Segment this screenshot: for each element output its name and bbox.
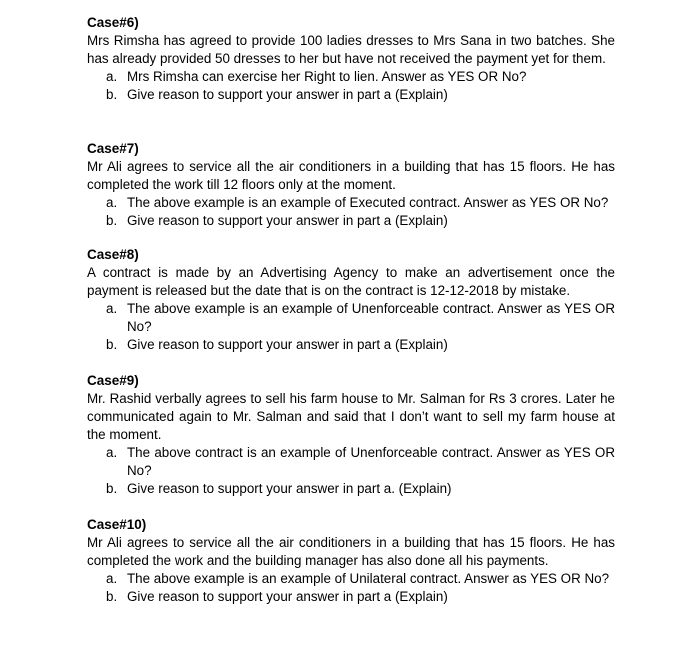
case-paragraph: Mr. Rashid verbally agrees to sell his farm house to Mr. Salman for Rs 3 crores. Later he communicated again to Mr. Salman and said that I don’t want to sell my farm house at the moment. [87, 391, 615, 442]
question-text: The above example is an example of Unilateral contract. Answer as YES OR No? [127, 571, 610, 586]
case-paragraph: Mr Ali agrees to service all the air conditioners in a building that has 15 floors. He has completed the work till 12 floors only at the moment. [87, 159, 615, 192]
case-paragraph: Mr Ali agrees to service all the air conditioners in a building that has 15 floors. He has completed the work and the building manager has also done all his payments. [87, 535, 615, 568]
question-text: Give reason to support your answer in part a (Explain) [127, 589, 448, 604]
case-6 [87, 14, 615, 104]
question-text: The above example is an example of Executed contract. Answer as YES OR No? [127, 195, 609, 210]
question-a [87, 570, 615, 588]
question-a [87, 194, 615, 212]
question-marker: a. [106, 195, 118, 210]
case-title: Case#10) [87, 517, 147, 532]
question-marker: b. [106, 337, 118, 352]
question-text: Give reason to support your answer in part a (Explain) [127, 337, 448, 352]
question-text: Mrs Rimsha can exercise her Right to lien. Answer as YES OR No? [127, 69, 527, 84]
question-marker: b. [106, 589, 118, 604]
question-text: Give reason to support your answer in part a (Explain) [127, 213, 448, 228]
question-list [87, 444, 615, 498]
question-text: Give reason to support your answer in part a (Explain) [127, 87, 448, 102]
question-a [87, 444, 615, 480]
case-9 [87, 372, 615, 498]
question-text: The above example is an example of Unenforceable contract. Answer as YES OR No? [127, 301, 615, 334]
question-b [87, 588, 615, 606]
question-list [87, 300, 615, 354]
question-a [87, 300, 615, 336]
case-title: Case#7) [87, 141, 139, 156]
case-paragraph: Mrs Rimsha has agreed to provide 100 ladies dresses to Mrs Sana in two batches. She has already provided 50 dresses to her but have not received the payment yet for them. [87, 33, 615, 66]
case-8 [87, 246, 615, 354]
question-marker: b. [106, 481, 118, 496]
question-marker: a. [106, 571, 118, 586]
case-paragraph: A contract is made by an Advertising Agency to make an advertisement once the payment is released but the date that is on the contract is 12-12-2018 by mistake. [87, 265, 615, 298]
question-marker: b. [106, 87, 118, 102]
question-list [87, 570, 615, 606]
question-marker: a. [106, 69, 118, 84]
question-b [87, 480, 615, 498]
case-10 [87, 516, 615, 606]
question-a [87, 68, 615, 86]
question-b [87, 212, 615, 230]
question-marker: b. [106, 213, 118, 228]
question-marker: a. [106, 301, 118, 316]
question-b [87, 336, 615, 354]
question-text: Give reason to support your answer in part a. (Explain) [127, 481, 452, 496]
case-7 [87, 140, 615, 230]
question-list [87, 68, 615, 104]
case-title: Case#6) [87, 15, 139, 30]
case-title: Case#8) [87, 247, 139, 262]
question-text: The above contract is an example of Unenforceable contract. Answer as YES OR No? [127, 445, 615, 478]
question-marker: a. [106, 445, 118, 460]
case-title: Case#9) [87, 373, 139, 388]
question-b [87, 86, 615, 104]
question-list [87, 194, 615, 230]
